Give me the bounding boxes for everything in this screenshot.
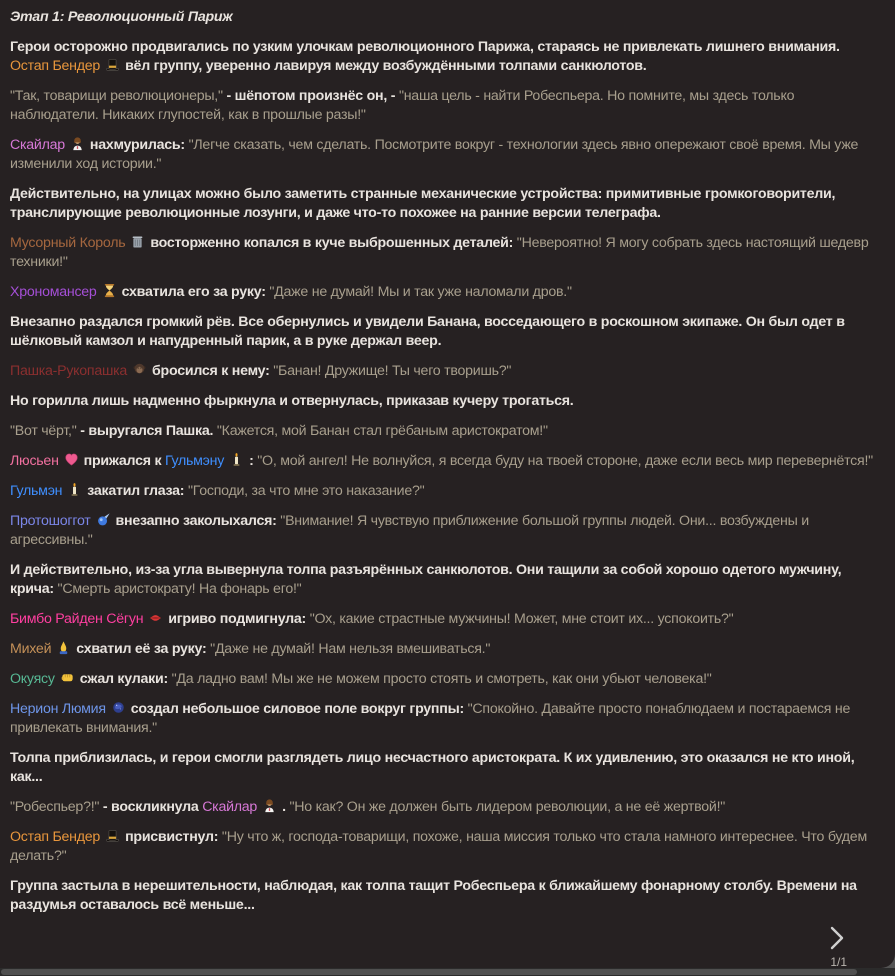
narrative-text: восторженно копался в куче выброшенных деталей: <box>150 235 517 251</box>
narrative-text: сжал кулаки: <box>79 671 172 687</box>
character-name: Нерион Люмия <box>10 701 106 717</box>
quote-text: "Смерть аристократу! На фонарь его!" <box>57 581 302 597</box>
message-paragraph <box>10 234 881 272</box>
hourglass-icon <box>97 283 122 302</box>
message-paragraph <box>10 8 881 27</box>
message-paragraph <box>10 561 881 599</box>
character-name: Остап Бендер <box>10 58 101 74</box>
message-paragraph <box>10 392 881 411</box>
horizontal-scrollbar[interactable] <box>0 968 895 976</box>
narrative-text: Герои осторожно продвигались по узким улочкам революционного Парижа, стараясь не привлекать лишнего внимания. <box>10 39 840 55</box>
woman-scientist-icon <box>65 136 90 155</box>
narrative-text: схватила его за руку: <box>121 284 270 300</box>
quote-text: "Вот чёрт," <box>10 423 81 439</box>
message-paragraph <box>10 38 881 76</box>
message-paragraph <box>10 362 881 381</box>
candle-icon <box>62 482 87 501</box>
quote-text: "Даже не думай! Нам нельзя вмешиваться." <box>210 641 491 657</box>
narrative-text: . <box>282 799 290 815</box>
quote-text: "Банан! Дружище! Ты чего творишь?" <box>273 363 512 379</box>
message-paragraph <box>10 482 881 501</box>
narrative-text: - воскликнула <box>102 799 203 815</box>
quote-text: "Робеспьер?!" <box>10 799 103 815</box>
message-paragraph <box>10 313 881 351</box>
narrative-text: вёл группу, уверенно лавируя между возбуждёнными толпами санкюлотов. <box>125 58 647 74</box>
stage-title: Этап 1: Революционный Париж <box>10 9 233 25</box>
narrative-text: - выругался Пашка. <box>80 423 217 439</box>
character-name: Гульмэн <box>10 483 63 499</box>
narrative-text: Группа застыла в нерешительности, наблюдая, как толпа тащит Робеспьера к ближайшему фонарному столбу. Времени на раздумья оставалось всё меньше... <box>10 878 857 913</box>
narrative-text: создал небольшое силовое поле вокруг группы: <box>130 701 468 717</box>
character-name: Хрономансер <box>10 284 97 300</box>
swipe-counter: 1/1 <box>830 955 847 969</box>
character-name: Остап Бендер <box>10 829 101 845</box>
message-paragraph <box>10 610 881 629</box>
message-paragraph <box>10 422 881 441</box>
gorilla-icon <box>127 362 152 381</box>
narrative-text: Действительно, на улицах можно было заметить странные механические устройства: примитивные громкоговорители, транслирующие революционные лозунги, и даже что-то похожее на ранние версии телеграфа. <box>10 186 836 221</box>
narrative-text: Внезапно раздался громкий рёв. Все обернулись и увидели Банана, восседающего в роскошном экипаже. Он был одет в шёлковый камзол и напудренный парик, а в руке держал веер. <box>10 314 845 349</box>
chevron-right-icon <box>829 937 845 954</box>
quote-text: "наша цель - найти Робеспьера. Но помните, мы здесь только наблюдатели. Никаких глупостей, как в прошлые разы!" <box>10 88 795 123</box>
quote-text: "Невероятно! Я могу собрать здесь настоящий шедевр техники!" <box>10 235 869 270</box>
quote-text: "Но как? Он же должен быть лидером революции, а не её жертвой!" <box>289 799 726 815</box>
message-paragraph <box>10 877 881 915</box>
message-paragraph <box>10 283 881 302</box>
character-name: Скайлар <box>202 799 258 815</box>
narrative-text: внезапно заколыхался: <box>115 513 281 529</box>
swipe-right-button[interactable] <box>829 926 849 950</box>
message-paragraph <box>10 185 881 223</box>
quote-text: "Спокойно. Давайте просто понаблюдаем и постараемся не привлекать внимания." <box>10 701 851 736</box>
kiss-lips-icon <box>143 610 168 629</box>
message-paragraph <box>10 670 881 689</box>
quote-text: "Ну что ж, господа-товарищи, похоже, наша миссия только что стала намного интереснее. Что будем делать?" <box>10 829 867 864</box>
narrative-text: присвистнул: <box>125 829 222 845</box>
quote-text: "Внимание! Я чувствую приближение большой группы людей. Они... возбуждены и агрессивны." <box>10 513 809 548</box>
narrative-text: прижался к <box>83 453 165 469</box>
candle-icon <box>224 452 249 471</box>
narrative-text: закатил глаза: <box>87 483 188 499</box>
fist-icon <box>55 670 80 689</box>
woman-scientist-icon <box>257 798 282 817</box>
message-paragraph <box>10 640 881 659</box>
narrative-text: : <box>249 453 258 469</box>
blue-orb-icon <box>106 700 131 719</box>
narrative-text: Толпа приблизилась, и герои смогли разглядеть лицо несчастного аристократа. К их удивлению, это оказался не кто иной, как... <box>10 750 855 785</box>
pink-heart-icon <box>59 452 84 471</box>
narrative-text: Но горилла лишь надменно фыркнула и отвернулась, приказав кучеру трогаться. <box>10 393 574 409</box>
message-paragraph <box>10 512 881 550</box>
narrative-text: игриво подмигнула: <box>168 611 310 627</box>
message-paragraph <box>10 749 881 787</box>
message-paragraph <box>10 452 881 471</box>
character-name: Мусорный Король <box>10 235 126 251</box>
praying-hands-icon <box>51 640 76 659</box>
quote-text: "О, мой ангел! Не волнуйся, я всегда буду на твоей стороне, даже если весь мир перевернётся!" <box>257 453 873 469</box>
character-name: Михей <box>10 641 52 657</box>
scrollbar-thumb[interactable] <box>1 969 857 975</box>
top-hat-icon <box>100 57 125 76</box>
character-name: Протошоггот <box>10 513 91 529</box>
message-paragraph <box>10 136 881 174</box>
narrative-text: нахмурилась: <box>89 137 189 153</box>
wastebasket-icon <box>125 234 150 253</box>
quote-text: "Да ладно вам! Мы же не можем просто стоять и смотреть, как они убьют человека!" <box>171 671 712 687</box>
narrative-text: схватил её за руку: <box>76 641 211 657</box>
quote-text: "Так, товарищи революционеры," <box>10 88 227 104</box>
message-paragraph <box>10 700 881 738</box>
comet-icon <box>91 512 116 531</box>
character-name: Люсьен <box>10 453 59 469</box>
character-name: Гульмэну <box>164 453 225 469</box>
quote-text: "Ох, какие страстные мужчины! Может, мне стоит их... успокоить?" <box>309 611 734 627</box>
message-paragraph <box>10 828 881 866</box>
top-hat-icon <box>100 828 125 847</box>
character-name: Бимбо Райден Сёгун <box>10 611 144 627</box>
quote-text: "Господи, за что мне это наказание?" <box>187 483 425 499</box>
narrative-text: И действительно, из-за угла вывернула толпа разъярённых санкюлотов. Они тащили за собой хорошо одетого мужчину, крича: <box>10 562 842 597</box>
character-name: Окуясу <box>10 671 55 687</box>
character-name: Пашка-Рукопашка <box>10 363 128 379</box>
quote-text: "Даже не думай! Мы и так уже наломали дров." <box>269 284 572 300</box>
character-name: Скайлар <box>10 137 65 153</box>
narrative-text: бросился к нему: <box>152 363 274 379</box>
narrative-text: - шёпотом произнёс он, - <box>226 88 399 104</box>
message-paragraph <box>10 87 881 125</box>
quote-text: "Легче сказать, чем сделать. Посмотрите вокруг - технологии здесь явно опережают своё время. Мы уже изменили ход истории." <box>10 137 859 172</box>
message-paragraph <box>10 798 881 817</box>
quote-text: "Кажется, мой Банан стал грёбаным аристократом!" <box>216 423 548 439</box>
